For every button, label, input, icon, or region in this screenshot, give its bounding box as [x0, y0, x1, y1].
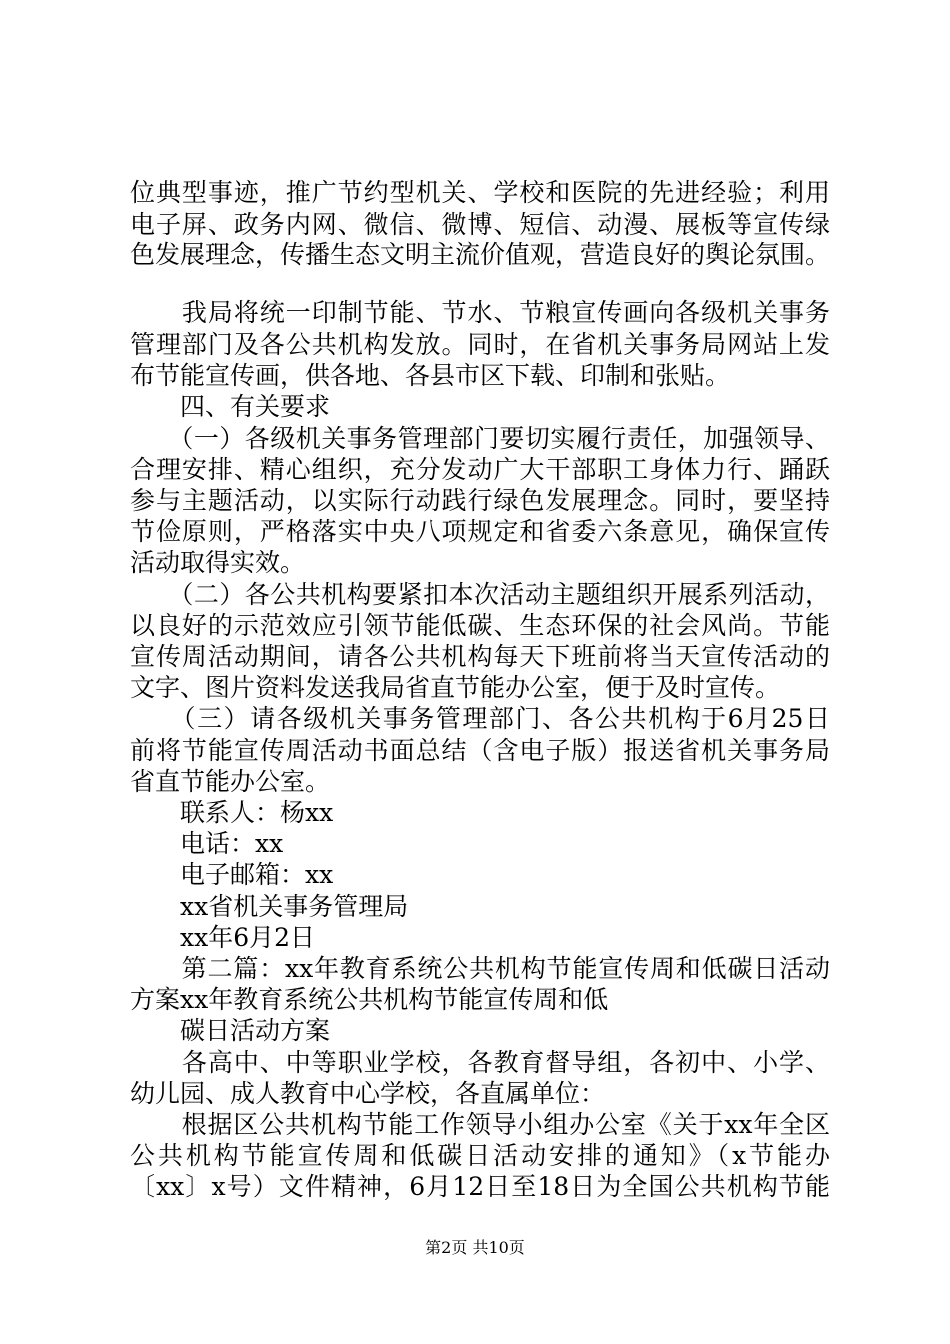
contact-person: 联系人：杨xx — [130, 798, 334, 827]
issue-date: xx年6月2日 — [130, 923, 316, 952]
page-number-footer: 第2页 共10页 — [425, 1238, 525, 1257]
text-line: 前将节能宣传周活动书面总结（含电子版）报送省机关事务局 — [130, 736, 830, 765]
text-line: 碳日活动方案 — [130, 1016, 331, 1045]
text-line: 宣传周活动期间，请各公共机构每天下班前将当天宣传活动的 — [130, 642, 830, 671]
text-line: 我局将统一印制节能、节水、节粮宣传画向各级机关事务 — [130, 298, 830, 327]
text-line: 文字、图片资料发送我局省直节能办公室，便于及时宣传。 — [130, 673, 781, 702]
text-line: 参与主题活动，以实际行动践行绿色发展理念。同时，要坚持 — [130, 486, 830, 515]
text-line: 色发展理念，传播生态文明主流价值观，营造良好的舆论氛围。 — [130, 240, 830, 269]
text-line: 各高中、中等职业学校，各教育督导组，各初中、小学、 — [130, 1048, 830, 1077]
text-line: 根据区公共机构节能工作领导小组办公室《关于xx年全区 — [130, 1110, 830, 1139]
text-line: 位典型事迹，推广节约型机关、学校和医院的先进经验；利用 — [130, 178, 830, 207]
text-line: （三）请各级机关事务管理部门、各公共机构于6月25日 — [130, 704, 830, 733]
text-line: 电子屏、政务内网、微信、微博、短信、动漫、展板等宣传绿 — [130, 210, 830, 239]
text-line: （二）各公共机构要紧扣本次活动主题组织开展系列活动， — [130, 580, 830, 609]
text-line: 布节能宣传画，供各地、各县市区下载、印制和张贴。 — [130, 361, 731, 390]
issuing-organization: xx省机关事务管理局 — [130, 892, 409, 921]
contact-email: 电子邮箱：xx — [130, 860, 334, 889]
text-line: 以良好的示范效应引领节能低碳、生态环保的社会风尚。节能 — [130, 611, 830, 640]
contact-phone: 电话：xx — [130, 829, 284, 858]
text-line: 合理安排、精心组织，充分发动广大干部职工身体力行、踊跃 — [130, 455, 830, 484]
text-line: 公共机构节能宣传周和低碳日活动安排的通知》（x节能办 — [130, 1141, 830, 1170]
text-line: 幼儿园、成人教育中心学校，各直属单位： — [130, 1079, 606, 1108]
section-heading: 四、有关要求 — [130, 392, 331, 421]
text-line: 第二篇：xx年教育系统公共机构节能宣传周和低碳日活动 — [130, 954, 830, 983]
text-line: 节俭原则，严格落实中央八项规定和省委六条意见，确保宣传 — [130, 517, 830, 546]
text-line: 方案xx年教育系统公共机构节能宣传周和低 — [130, 985, 609, 1014]
text-line: 〔xx〕x号）文件精神，6月12日至18日为全国公共机构节能 — [130, 1172, 830, 1201]
text-line: （一）各级机关事务管理部门要切实履行责任，加强领导、 — [130, 424, 830, 453]
text-line: 省直节能办公室。 — [130, 767, 331, 796]
text-line: 活动取得实效。 — [130, 548, 306, 577]
text-line: 管理部门及各公共机构发放。同时，在省机关事务局网站上发 — [130, 330, 830, 359]
